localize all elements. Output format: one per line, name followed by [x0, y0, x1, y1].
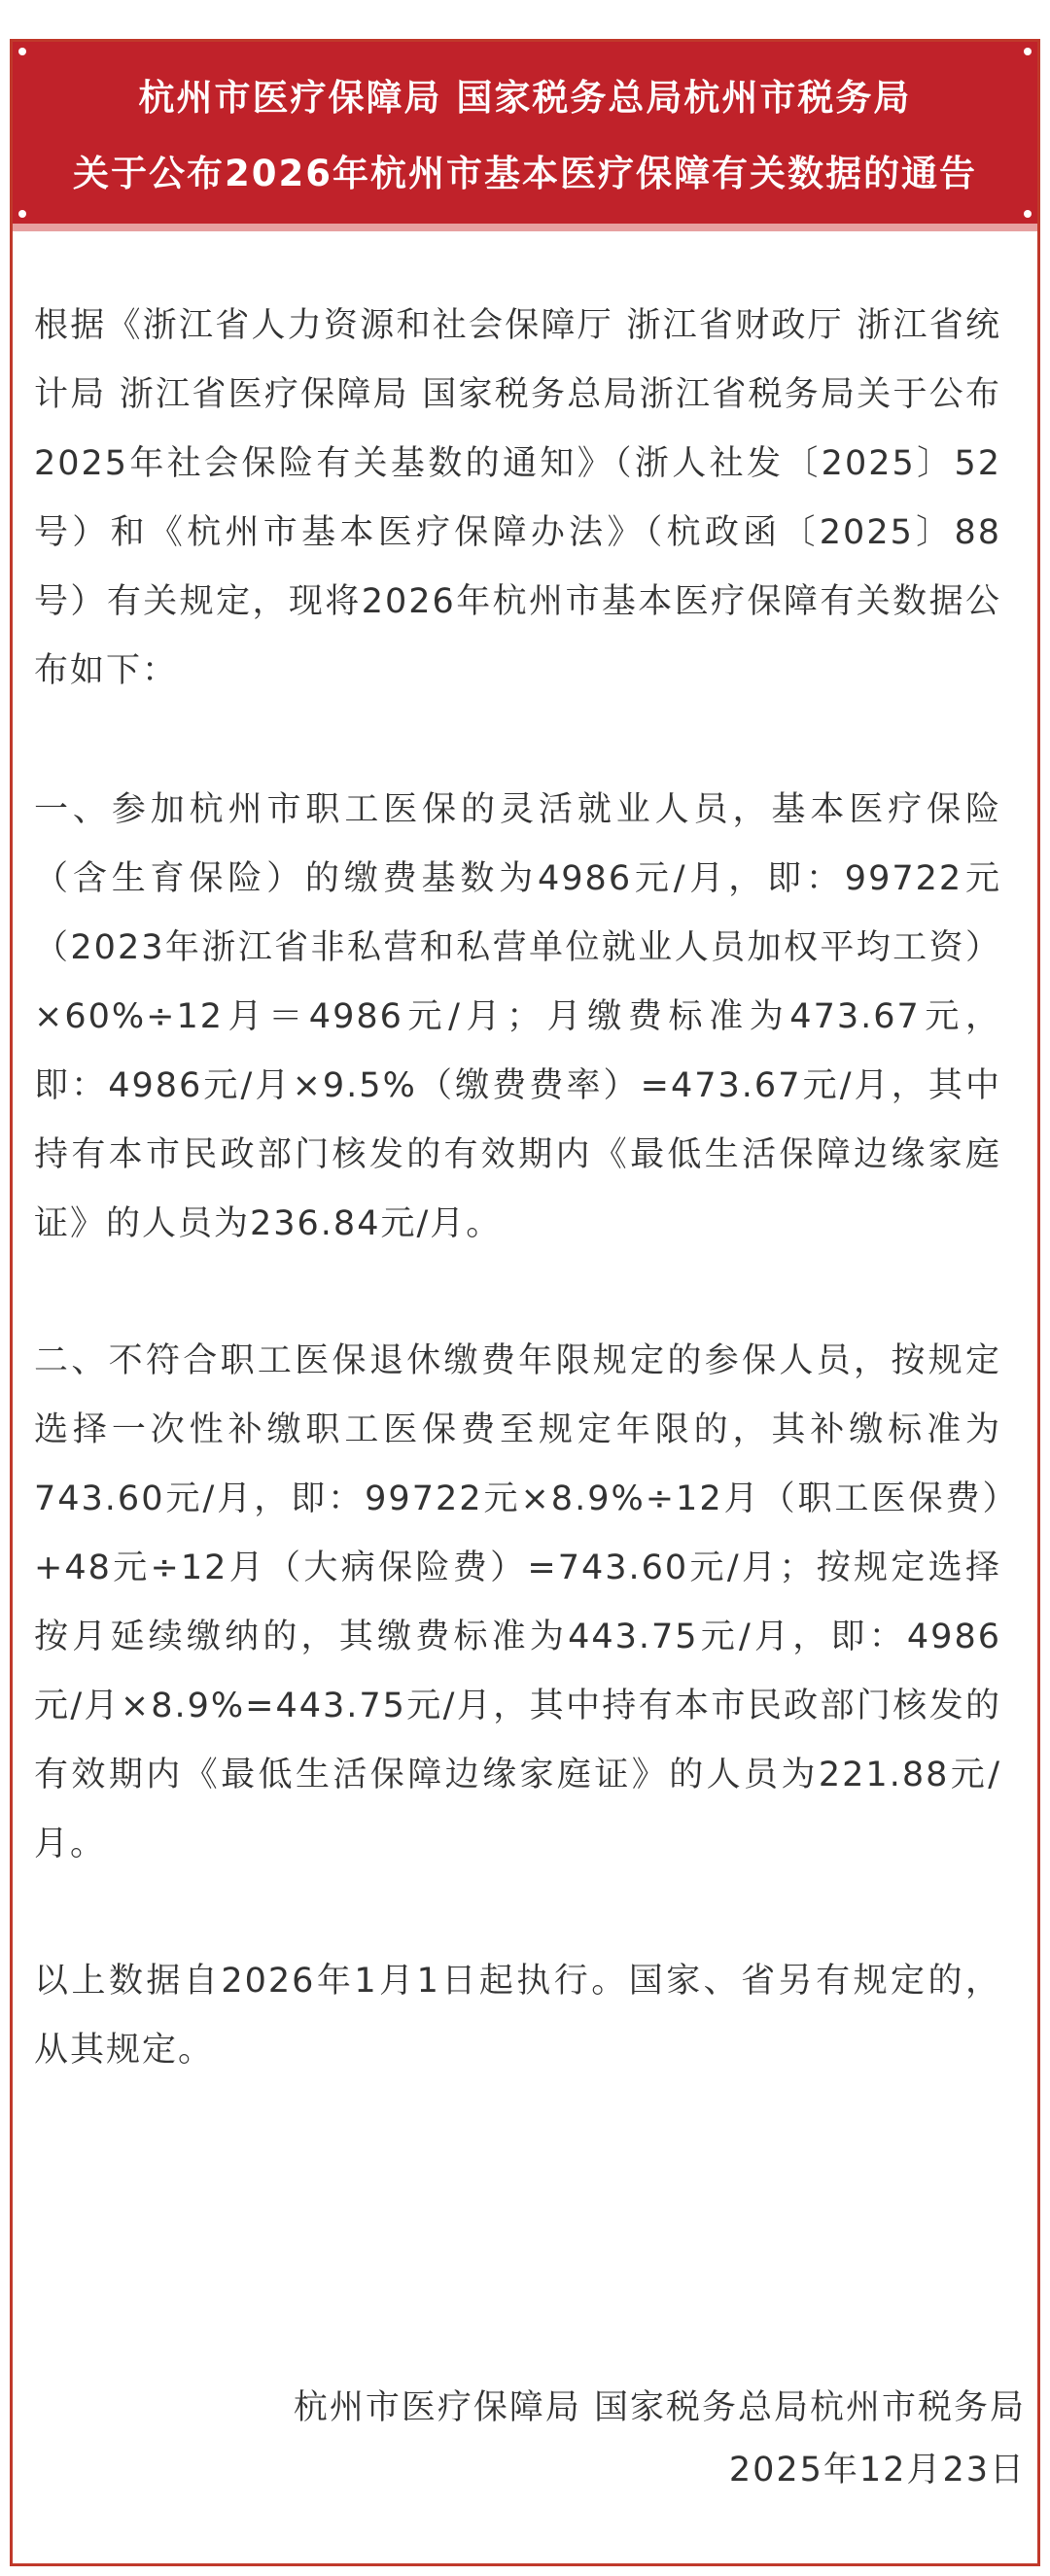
title-line-1: 杭州市医疗保障局 国家税务总局杭州市税务局 — [138, 77, 912, 119]
notice-body — [34, 292, 1001, 2153]
title-line-2: 关于公布2026年杭州市基本医疗保障有关数据的通告 — [73, 153, 977, 194]
corner-dot-icon — [1024, 48, 1032, 55]
corner-dot-icon — [18, 48, 26, 55]
corner-dot-icon — [18, 210, 26, 218]
paragraph-item-2: 二、不符合职工医保退休缴费年限规定的参保人员，按规定选择一次性补缴职工医保费至规定年限的，其补缴标准为743.60元/月，即：99722元×8.9%÷12月（职工医保费）+48元÷12月（大病保险费）=743.60元/月；按规定选择按月延续缴纳的，其缴费标准为443.75元/月，即：4986元/月×8.9%=443.75元/月，其中持有本市民政部门核发的有效期内《最低生活保障边缘家庭证》的人员为221.88元/月。 — [34, 1341, 1001, 1863]
paragraph-item-1: 一、参加杭州市职工医保的灵活就业人员，基本医疗保险（含生育保险）的缴费基数为4986元/月，即：99722元（2023年浙江省非私营和私营单位就业人员加权平均工资）×60%÷12月＝4986元/月；月缴费标准为473.67元，即：4986元/月×9.5%（缴费费率）=473.67元/月，其中持有本市民政部门核发的有效期内《最低生活保障边缘家庭证》的人员为236.84元/月。 — [34, 790, 1001, 1243]
signature-date: 2025年12月23日 — [728, 2451, 1026, 2489]
signature-issuer: 杭州市医疗保障局 国家税务总局杭州市税务局 — [293, 2388, 1026, 2427]
paragraph-intro: 根据《浙江省人力资源和社会保障厅 浙江省财政厅 浙江省统计局 浙江省医疗保障局 国家税务总局浙江省税务局关于公布2025年社会保险有关基数的通知》（浙人社发〔2025〕52号）和《杭州市基本医疗保障办法》（杭政函〔2025〕88号）有关规定，现将2026年杭州市基本医疗保障有关数据公布如下： — [34, 306, 1001, 690]
corner-dot-icon — [1024, 210, 1032, 218]
title-banner — [13, 42, 1037, 231]
signature-block — [294, 2377, 1026, 2501]
paragraph-effective-date: 以上数据自2026年1月1日起执行。国家、省另有规定的，从其规定。 — [34, 1962, 1001, 2070]
